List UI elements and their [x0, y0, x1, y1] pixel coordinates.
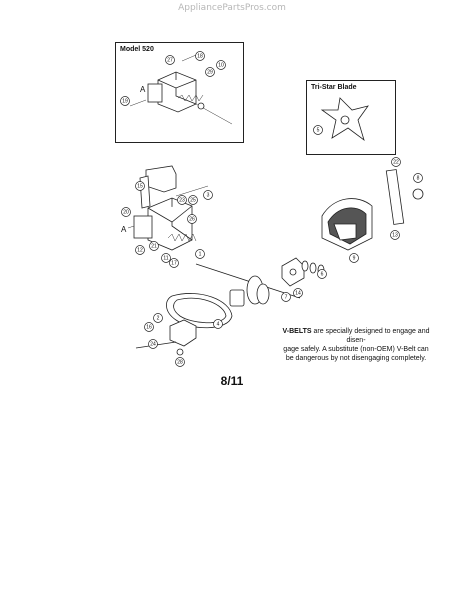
svg-text:29: 29	[207, 69, 213, 76]
callout-11	[162, 254, 171, 263]
idler-nut	[177, 349, 183, 355]
callout-5	[314, 126, 323, 135]
inset-model-bracket	[148, 72, 196, 112]
callout-20	[122, 208, 131, 217]
blade-housing	[322, 199, 372, 250]
svg-text:21: 21	[151, 243, 157, 250]
callout-4	[214, 320, 223, 329]
notice-line2: gage safely. A substitute (non-OEM) V-Belt can	[283, 346, 429, 353]
callout-12	[136, 246, 145, 255]
callout-19	[121, 97, 130, 106]
callout-3	[204, 191, 213, 200]
bar-nut	[413, 189, 423, 199]
page-number: 8/11	[220, 374, 244, 388]
svg-text:8: 8	[416, 175, 420, 182]
svg-text:17: 17	[171, 260, 177, 267]
watermark: AppliancePartsPros.com	[178, 3, 286, 13]
callout-27	[166, 56, 175, 65]
notice-line3: be dangerous by not disengaging completely.	[285, 355, 427, 362]
v-belt-notice	[278, 327, 434, 363]
inset-model-washer	[198, 103, 204, 109]
svg-text:10: 10	[218, 62, 224, 69]
pulley	[247, 276, 269, 304]
svg-text:23: 23	[179, 197, 185, 204]
notice-bold: V-BELTS	[282, 328, 312, 335]
svg-text:22: 22	[393, 159, 399, 166]
notice-line1: are specially designed to engage and disen-	[311, 328, 430, 344]
callout-1	[196, 250, 205, 259]
callout-28	[176, 358, 185, 367]
tri-star-blade-art	[322, 98, 368, 140]
svg-text:15: 15	[137, 183, 143, 190]
inset-model-letter-a: A	[140, 85, 146, 94]
callout-13	[391, 231, 400, 240]
svg-text:5: 5	[316, 127, 320, 134]
svg-text:9: 9	[352, 255, 356, 262]
callout-16	[145, 323, 154, 332]
inset-model-bolt	[130, 100, 146, 106]
svg-text:18: 18	[197, 53, 203, 60]
svg-text:4: 4	[216, 321, 220, 328]
svg-text:2: 2	[156, 315, 160, 322]
callout-15	[136, 182, 145, 191]
svg-text:26: 26	[189, 216, 195, 223]
callout-23	[178, 196, 187, 205]
callout-21	[150, 242, 159, 251]
mounting-bar	[386, 170, 403, 225]
svg-text:16: 16	[146, 324, 152, 331]
svg-text:6: 6	[320, 271, 324, 278]
callout-18	[196, 52, 205, 61]
svg-text:28: 28	[177, 359, 183, 366]
svg-text:7: 7	[284, 294, 288, 301]
callout-29	[206, 68, 215, 77]
svg-text:1: 1	[198, 251, 202, 258]
model-520-inset-title: Model 520	[120, 46, 154, 53]
callout-17	[170, 259, 179, 268]
washer-left	[302, 261, 308, 271]
svg-text:14: 14	[295, 290, 301, 297]
bearing-housing	[282, 258, 304, 286]
callout-25	[189, 196, 198, 205]
svg-text:11: 11	[163, 255, 169, 262]
callout-24	[149, 340, 158, 349]
callout-26	[188, 215, 197, 224]
svg-text:27: 27	[167, 57, 173, 64]
callout-7	[282, 293, 291, 302]
callout-2	[154, 314, 163, 323]
callout-6	[318, 270, 327, 279]
washer-middle	[310, 263, 316, 273]
svg-text:24: 24	[150, 341, 156, 348]
callout-9	[350, 254, 359, 263]
svg-text:19: 19	[122, 98, 128, 105]
svg-text:13: 13	[392, 232, 398, 239]
tri-star-blade-inset-title: Tri-Star Blade	[311, 84, 357, 91]
svg-text:3: 3	[206, 192, 210, 199]
svg-text:20: 20	[123, 209, 129, 216]
callout-10	[217, 61, 226, 70]
callout-8	[414, 174, 423, 183]
svg-text:25: 25	[190, 197, 196, 204]
callout-14	[294, 289, 303, 298]
svg-text:12: 12	[137, 247, 143, 254]
main-letter-a: A	[121, 225, 127, 234]
spacer-collar	[230, 290, 244, 306]
callout-22	[392, 158, 401, 167]
